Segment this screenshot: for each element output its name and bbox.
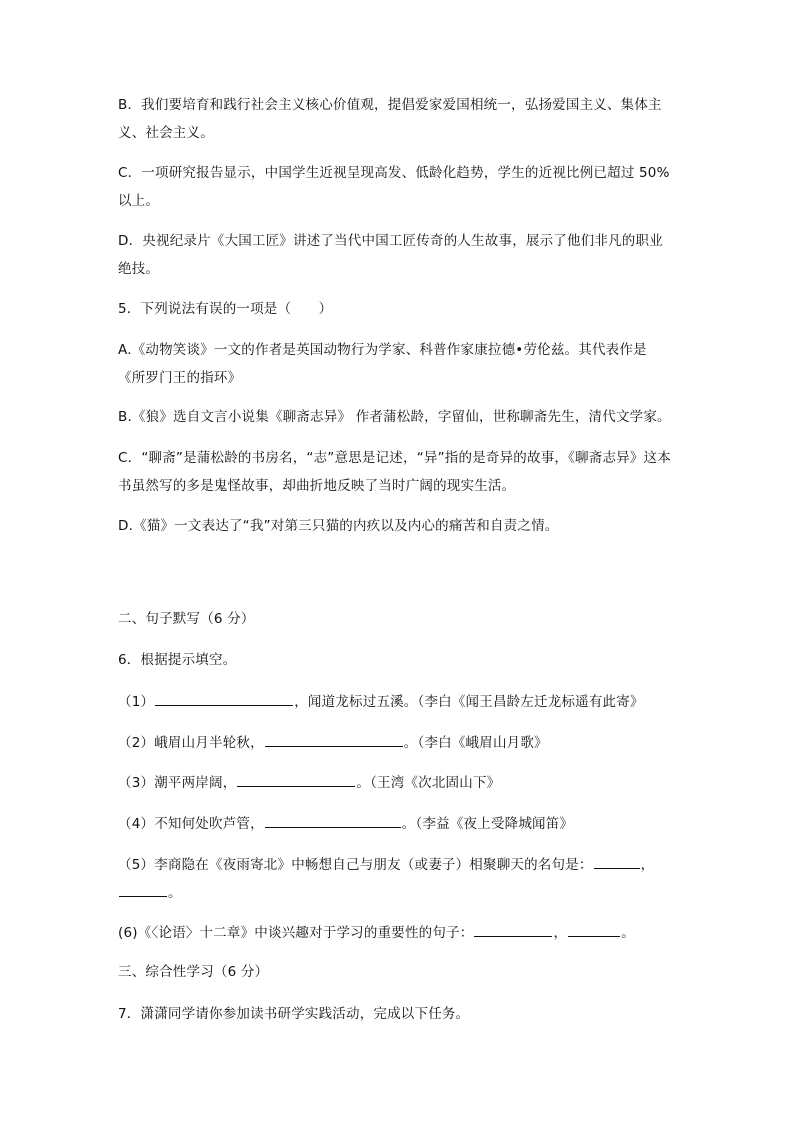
q6-item-6-comma: ， xyxy=(553,925,568,941)
q6-item-5-comma: ， xyxy=(640,857,655,873)
q6-item-5-end: 。 xyxy=(168,885,182,901)
q7-stem: 7．潇潇同学请你参加读书研学实践活动，完成以下任务。 xyxy=(118,1006,470,1022)
q6-item-3-blank[interactable] xyxy=(237,773,355,787)
q6-item-2-tail: 。（李白《峨眉山月歌》 xyxy=(403,735,548,751)
q6-item-6-end: 。 xyxy=(621,925,635,941)
q6-item-4-lead: （4）不知何处吹芦管， xyxy=(118,816,264,832)
q6-item-6-blank-2[interactable] xyxy=(568,923,620,937)
q5-option-d-line1: D.《猫》一文表达了“我”对第三只猫的内疚以及内心的痛苦和自责之情。 xyxy=(118,518,559,534)
q6-stem: 6．根据提示填空。 xyxy=(118,652,237,668)
q6-item-1-text: ，闻道龙标过五溪。（李白《闻王昌龄左迁龙标遥有此寄》 xyxy=(294,694,644,710)
q6-item-5-text: （5）李商隐在《夜雨寄北》中畅想自己与朋友（或妻子）相聚聊天的名句是： xyxy=(118,857,593,873)
q5-option-c-line1: C．“聊斋”是蒲松龄的书房名，“志”意思是记述，“异”指的是奇异的故事，《聊斋志异》这本 xyxy=(118,450,671,466)
q5-option-c-line2: 书虽然写的多是鬼怪故事，却曲折地反映了当时广阔的现实生活。 xyxy=(118,478,516,494)
q5-option-a-line1: A.《动物笑谈》一文的作者是英国动物行为学家、科普作家康拉德•劳伦兹。其代表作是 xyxy=(118,342,647,358)
q6-item-5-blank-1[interactable] xyxy=(594,855,640,869)
q4-option-c-line1: C．一项研究报告显示，中国学生近视呈现高发、低龄化趋势，学生的近视比例已超过 50% xyxy=(118,165,670,181)
q6-item-2 xyxy=(118,733,548,752)
q6-item-3-lead: （3）潮平两岸阔， xyxy=(118,775,237,791)
q4-option-d-line1: D．央视纪录片《大国工匠》讲述了当代中国工匠传奇的人生故事，展示了他们非凡的职业 xyxy=(118,233,663,249)
q6-item-1-number: （1） xyxy=(118,694,155,710)
q6-item-6 xyxy=(118,923,635,942)
section3-heading: 三、综合性学习（6 分） xyxy=(118,964,269,980)
q6-item-4-tail: 。（李益《夜上受降城闻笛》 xyxy=(401,816,574,832)
q6-item-2-lead: （2）峨眉山月半轮秋， xyxy=(118,735,264,751)
q6-item-6-lead: (6)《〈论语〉十二章》中谈兴趣对于学习的重要性的句子： xyxy=(118,925,474,941)
q4-option-c-line2: 以上。 xyxy=(118,193,160,209)
q6-item-5-line2 xyxy=(118,883,182,902)
q6-item-6-blank-1[interactable] xyxy=(474,923,552,937)
q6-item-5-blank-2[interactable] xyxy=(119,883,167,897)
q6-item-2-blank[interactable] xyxy=(265,733,403,747)
q6-item-3-tail: 。（王湾《次北固山下》 xyxy=(356,775,501,791)
q5-stem: 5．下列说法有误的一项是（ ） xyxy=(118,301,333,317)
q6-item-5-line1 xyxy=(118,855,654,874)
q6-item-4-blank[interactable] xyxy=(265,814,401,828)
q4-option-d-line2: 绝技。 xyxy=(118,261,160,277)
q4-option-b-line1: B．我们要培育和践行社会主义核心价值观，提倡爱家爱国相统一，弘扬爱国主义、集体主 xyxy=(118,97,662,113)
q6-item-1 xyxy=(118,692,644,711)
q6-item-1-blank[interactable] xyxy=(155,692,293,706)
section2-heading: 二、句子默写（6 分） xyxy=(118,611,255,627)
q5-option-a-line2: 《所罗门王的指环》 xyxy=(118,370,242,386)
q4-option-b-line2: 义、社会主义。 xyxy=(118,125,214,141)
q6-item-4 xyxy=(118,814,573,833)
q5-option-b-line1: B.《狼》选自文言小说集《聊斋志异》 作者蒲松龄，字留仙，世称聊斋先生，清代文学家。 xyxy=(118,409,671,425)
q6-item-3 xyxy=(118,773,500,792)
